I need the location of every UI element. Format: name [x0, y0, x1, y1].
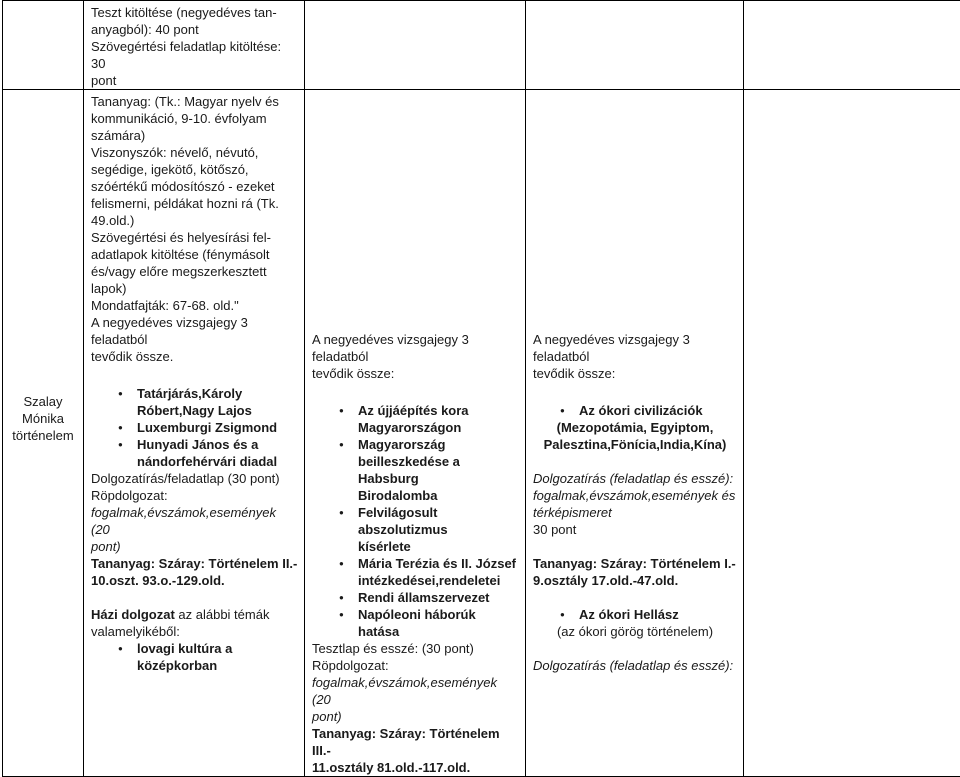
test-line: Tesztlap és esszé: (30 pont) — [312, 640, 519, 657]
text-line: 49.old.) — [91, 212, 298, 229]
text-line: számára) — [91, 127, 298, 144]
textbook-ref: Tananyag: Száray: Történelem III.- 11.osztály 81.old.-117.old. — [312, 725, 519, 776]
list-item: ● Mária Terézia és II. József intézkedései,rendeletei — [312, 555, 519, 589]
text-line: anyagból): 40 pont — [91, 21, 298, 38]
history-11-cell — [305, 90, 526, 777]
cell-empty — [744, 1, 960, 90]
list-item: ● Hunyadi János és a nándorfehérvári diadal — [91, 436, 298, 470]
text-line: tevődik össze. — [91, 348, 298, 365]
content-row — [3, 90, 960, 777]
text-line: lapok) — [91, 280, 298, 297]
cell-empty — [305, 1, 526, 90]
quiz-label: Röpdolgozat: — [312, 657, 519, 674]
test-label: Dolgozatírás (feladatlap és esszé): — [533, 470, 737, 487]
textbook-ref: Tananyag: Száray: Történelem II.- 10.oszt. 93.o.-129.old. — [91, 555, 298, 589]
text-line: Tananyag: (Tk.: Magyar nyelv és — [91, 93, 298, 110]
topic-subtitle: (Mezopotámia, Egyiptom, Palesztina,Fönícia,India,Kína) — [533, 419, 737, 453]
list-item: ● Az ókori Hellász — [533, 606, 737, 623]
test-label: Dolgozatírás (feladatlap és esszé): — [533, 657, 737, 674]
test-body: fogalmak,évszámok,események és térképismeret — [533, 487, 737, 521]
cell-empty — [744, 90, 960, 777]
text-line: A negyedéves vizsgajegy 3 feladatból — [533, 331, 737, 365]
text-line: segédige, igekötő, kötőszó, — [91, 161, 298, 178]
list-item: ● Tatárjárás,Károly Róbert,Nagy Lajos — [91, 385, 298, 419]
text-line: Teszt kitöltése (negyedéves tan- — [91, 4, 298, 21]
text-line: szóértékű módosítószó - ezeket — [91, 178, 298, 195]
text-line: Viszonyszók: névelő, névutó, — [91, 144, 298, 161]
quiz-body: fogalmak,évszámok,események (20 pont) — [312, 674, 519, 725]
hungarian-language-cell — [84, 90, 305, 777]
text-line: felismerni, példákat hozni rá (Tk. — [91, 195, 298, 212]
text-line: tevődik össze: — [312, 365, 519, 382]
list-item: ● Magyarország beilleszkedése a Habsburg Birodalomba — [312, 436, 519, 504]
cell-empty — [3, 1, 84, 90]
list-item: ● Rendi államszervezet — [312, 589, 519, 606]
text-line: adatlapok kitöltése (fénymásolt — [91, 246, 298, 263]
teacher-subject: történelem — [3, 427, 83, 444]
cell-empty — [526, 1, 744, 90]
text-line: Mondatfajták: 67-68. old." — [91, 297, 298, 314]
schedule-table — [2, 0, 960, 777]
text-line: A negyedéves vizsgajegy 3 feladatból — [312, 331, 519, 365]
homework-list — [91, 640, 298, 674]
text-line: Szövegértési és helyesírási fel- — [91, 229, 298, 246]
topic-list — [533, 606, 737, 623]
text-line: valamelyikéből: — [91, 623, 298, 640]
text-line: Szövegértési feladatlap kitöltése: 30 — [91, 38, 298, 72]
quiz-body: fogalmak,évszámok,események (20 pont) — [91, 504, 298, 555]
topic-list — [91, 385, 298, 470]
list-item: ● Az újjáépítés kora Magyarországon — [312, 402, 519, 436]
teacher-firstname: Mónika — [3, 410, 83, 427]
cell-test-info — [84, 1, 305, 90]
points: 30 pont — [533, 521, 737, 538]
list-item: ● Napóleoni háborúk hatása — [312, 606, 519, 640]
test-line: Dolgozatírás/feladatlap (30 pont) — [91, 470, 298, 487]
list-item: ● Luxemburgi Zsigmond — [91, 419, 298, 436]
teacher-cell — [3, 90, 84, 777]
text-line: A negyedéves vizsgajegy 3 feladatból — [91, 314, 298, 348]
teacher-surname: Szalay — [3, 393, 83, 410]
text-line: tevődik össze: — [533, 365, 737, 382]
list-item: ● Az ókori civilizációk — [533, 402, 737, 419]
text-line: és/vagy előre megszerkesztett — [91, 263, 298, 280]
text-line: pont — [91, 72, 298, 89]
list-item: ● lovagi kultúra a középkorban — [91, 640, 298, 674]
text-line: kommunikáció, 9-10. évfolyam — [91, 110, 298, 127]
header-row — [3, 1, 960, 90]
topic-list — [312, 402, 519, 640]
textbook-ref: Tananyag: Száray: Történelem I.- 9.osztály 17.old.-47.old. — [533, 555, 737, 589]
topic-subtitle: (az ókori görög történelem) — [533, 623, 737, 640]
quiz-label: Röpdolgozat: — [91, 487, 298, 504]
list-item: ● Felvilágosult abszolutizmus kísérlete — [312, 504, 519, 555]
history-9-cell — [526, 90, 744, 777]
topic-list — [533, 402, 737, 419]
homework-line: Házi dolgozat az alábbi témák — [91, 606, 298, 623]
